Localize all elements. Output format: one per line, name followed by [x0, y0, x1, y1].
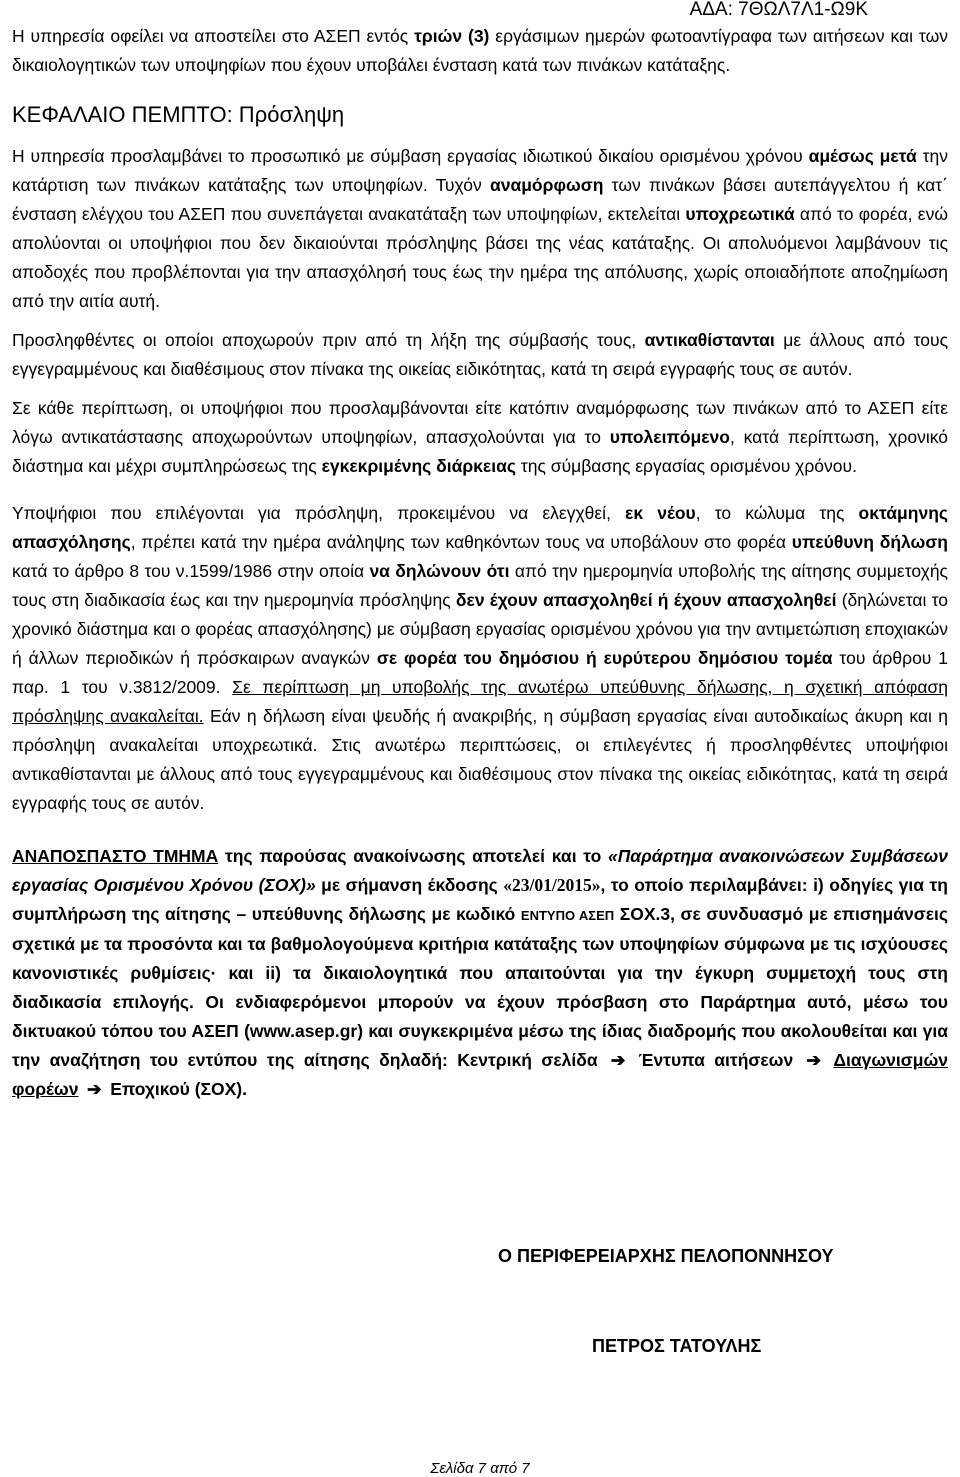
arrow-right-icon: ➔	[86, 1079, 102, 1099]
paragraph-replacement: Προσληφθέντες οι οποίοι αποχωρούν πριν από τη λήξη της σύμβασής τους, αντικαθίστανται με άλλους από τους εγγεγραμμένους και διαθέσιμους στον πίνακα της οικείας ειδικότητας, κατά τη σειρά εγγραφής τους σε αυτόν.	[12, 330, 949, 379]
paragraph-declaration: Υποψήφιοι που επιλέγονται για πρόσληψη, προκειμένου να ελεγχθεί, εκ νέου, το κώλυμα της οκτάμηνης απασχόλησης, πρέπει κατά την ημέρα ανάληψης των καθηκόντων τους να υποβάλουν στο φορέα υπεύθυνη δήλωση κατά το άρθρο 8 του ν.1599/1986 στην οποία να δηλώνουν ότι από την ημερομηνία υποβολής της αίτησης συμμετοχής τους στη διαδικασία έως και την ημερομηνία πρόσληψης δεν έχουν απασχοληθεί ή έχουν απασχοληθεί (δηλώνεται το χρονικό διάστημα και ο φορέας απασχόλησης) με σύμβαση εργασίας ορισμένου χρόνου για την αντιμετώπιση εποχιακών ή άλλων περιοδικών ή πρόσκαιρων αναγκών σε φορέα του δημόσιου ή ευρύτερου δημόσιου τομέα του άρθρου 1 παρ. 1 του ν.3812/2009. Σε περίπτωση μη υποβολής της ανωτέρω υπεύθυνης δήλωσης, η σχετική απόφαση πρόσληψης ανακαλείται. Εάν η δήλωση είναι ψευδής ή ανακριβής, η σύμβαση εργασίας είναι αυτοδικαίως άκυρη και η πρόσληψη ανακαλείται υποχρεωτικά. Στις ανωτέρω περιπτώσεις, οι επιλεγέντες ή προσληφθέντες υποψήφιοι αντικαθίστανται με άλλους από τους εγγεγραμμένους και διαθέσιμους στον πίνακα της οικείας ειδικότητας, κατά τη σειρά εγγραφής τους σε αυτόν.	[12, 503, 949, 813]
ada-code: ΑΔΑ: 7ΘΩΛ7Λ1-Ω9Κ	[689, 0, 868, 20]
path-forms: Έντυπα αιτήσεων	[638, 1050, 794, 1070]
paragraph-remaining-duration: Σε κάθε περίπτωση, οι υποψήφιοι που προσλαμβάνονται είτε κατόπιν αναμόρφωσης των πινάκων από το ΑΣΕΠ είτε λόγω αντικατάστασης αποχωρούντων υποψηφίων, απασχολούνται για το υπολειπόμενο, κατά περίπτωση, χρονικό διάστημα και μέχρι συμπληρώσεως της εγκεκριμένης διάρκειας της σύμβασης εργασίας ορισμένου χρόνου.	[12, 398, 948, 476]
path-home: Κεντρική σελίδα	[457, 1050, 598, 1070]
chapter-heading: ΚΕΦΑΛΑΙΟ ΠΕΜΠΤΟ: Πρόσληψη	[12, 102, 345, 127]
document-body	[12, 22, 948, 1104]
arrow-right-icon: ➔	[806, 1050, 821, 1070]
attachment-notice: ΑΝΑΠΟΣΠΑΣΤΟ ΤΜΗΜΑ της παρούσας ανακοίνωσης αποτελεί και το «Παράρτημα ανακοινώσεων Συμβάσεων εργασίας Ορισμένου Χρόνου (ΣΟΧ)» με σήμανση έκδοσης «23/01/2015», το οποίο περιλαμβάνει: i) οδηγίες για τη συμπλήρωση της αίτησης – υπεύθυνης δήλωσης με κωδικό ΕΝΤΥΠΟ ΑΣΕΠ ΣΟΧ.3, σε συνδυασμό με επισημάνσεις σχετικά με τα προσόντα και τα βαθμολογούμενα κριτήρια κατάταξης των υποψηφίων σύμφωνα με τις ισχύουσες κανονιστικές ρυθμίσεις· και ii) τα δικαιολογητικά που απαιτούνται για την έγκυρη συμμετοχή τους στη διαδικασία επιλογής. Οι ενδιαφερόμενοι μπορούν να έχουν πρόσβαση στο Παράρτημα αυτό, μέσω του δικτυακού τόπου του ΑΣΕΠ (www.asep.gr) και συγκεκριμένα μέσω της ίδιας διαδρομής που ακολουθείται και για την αναζήτηση του εντύπου της αίτησης δηλαδή: Κεντρική σελίδα ➔ Έντυπα αιτήσεων ➔ Διαγωνισμών φορέων ➔ Εποχικού (ΣΟΧ).	[12, 842, 948, 1104]
paragraph-hiring: Η υπηρεσία προσλαμβάνει το προσωπικό με σύμβαση εργασίας ιδιωτικού δικαίου ορισμένου χρόνου αμέσως μετά την κατάρτιση των πινάκων κατάταξης των υποψηφίων. Τυχόν αναμόρφωση των πινάκων βάσει αυτεπάγγελτου ή κατ΄ ένσταση ελέγχου του ΑΣΕΠ που συνεπάγεται ανακατάταξη των υποψηφίων, εκτελείται υποχρεωτικά από το φορέα, ενώ απολύονται οι υποψήφιοι που δεν δικαιούνται πρόσληψης βάσει της νέας κατάταξης. Οι απολυόμενοι λαμβάνουν τις αποδοχές που προβλέπονται για την απασχόλησή τους έως την ημέρα της απόλυσης, χωρίς οποιαδήποτε αποζημίωση από την αιτία αυτή.	[12, 146, 949, 311]
paragraph-objection-copies: Η υπηρεσία οφείλει να αποστείλει στο ΑΣΕΠ εντός τριών (3) εργάσιμων ημερών φωτοαντίγραφα των αιτήσεων και των δικαιολογητικών των υποψηφίων που έχουν υποβάλει ένσταση κατά των πινάκων κατάταξης.	[12, 26, 948, 75]
signature-name: ΠΕΤΡΟΣ ΤΑΤΟΥΛΗΣ	[592, 1336, 762, 1356]
path-competitions: Διαγωνισμών φορέων	[12, 1050, 948, 1099]
signature-title: Ο ΠΕΡΙΦΕΡΕΙΑΡΧΗΣ ΠΕΛΟΠΟΝΝΗΣΟΥ	[498, 1246, 834, 1266]
path-seasonal: Εποχικού (ΣΟΧ).	[110, 1079, 247, 1099]
arrow-right-icon: ➔	[610, 1050, 626, 1070]
page-number: Σελίδα 7 από 7	[430, 1460, 530, 1477]
